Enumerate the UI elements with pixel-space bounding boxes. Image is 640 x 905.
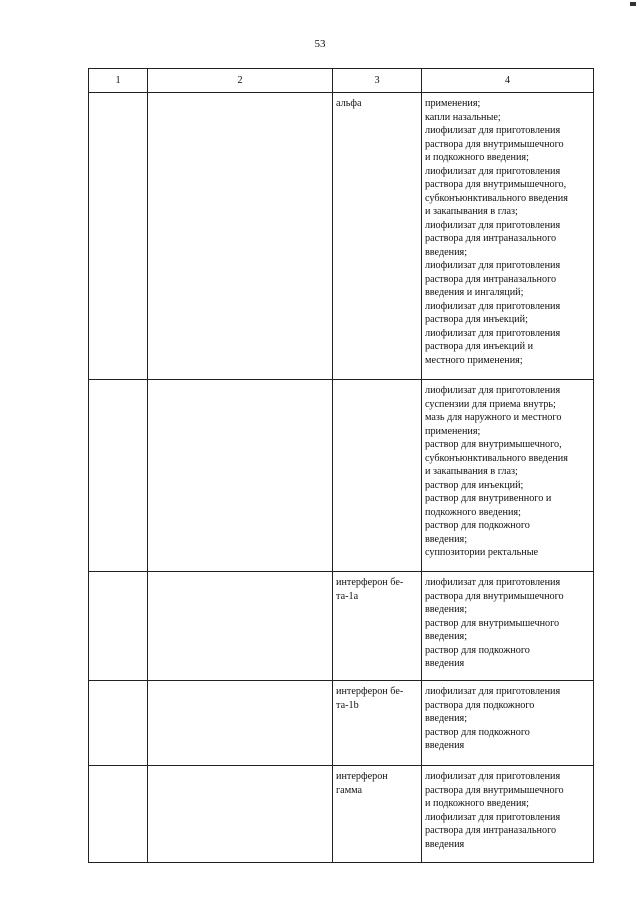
- drug-name-cell: [333, 681, 422, 766]
- dosage-form-line: раствор для подкожного: [425, 644, 530, 656]
- drug-name-cell: [333, 766, 422, 863]
- dosage-form-line: введения;: [425, 246, 468, 258]
- header-row: [89, 69, 594, 93]
- dosage-form-line: субконъюнктивального введения: [425, 192, 568, 204]
- dosage-form-line: лиофилизат для приготовления: [425, 811, 561, 823]
- dosage-form-line: лиофилизат для приготовления: [425, 125, 561, 136]
- dosage-form-line: раствора для интраназального: [425, 825, 557, 836]
- dosage-form-line: раствор для подкожного: [425, 726, 530, 738]
- cell-col-2: [148, 93, 333, 380]
- dosage-forms-cell: [422, 380, 594, 572]
- dosage-form-line: местного применения;: [425, 354, 523, 366]
- dosage-form-line: и подкожного введения;: [425, 798, 529, 809]
- table-row: [89, 380, 594, 572]
- drug-name-cell: [333, 380, 422, 572]
- dosage-form-line: раствора для инъекций и: [425, 341, 534, 352]
- header-col-4: 4: [422, 69, 594, 93]
- dosage-form-line: введения;: [425, 713, 468, 724]
- drug-name-line: альфа: [336, 98, 362, 109]
- dosage-form-line: мазь для наружного и местного: [425, 412, 562, 423]
- dosage-form-line: раствора для внутримышечного: [425, 138, 564, 150]
- dosage-form-line: и закапывания в глаз;: [425, 466, 518, 477]
- dosage-form-line: введения: [425, 658, 465, 669]
- header-col-1: 1: [89, 69, 148, 93]
- dosage-form-line: подкожного введения;: [425, 506, 521, 518]
- dosage-form-line: раствор для подкожного: [425, 520, 530, 531]
- dosage-form-line: раствора для инъекций;: [425, 314, 528, 325]
- dosage-form-line: лиофилизат для приготовления: [425, 686, 561, 697]
- drug-name-line: интерферон: [336, 771, 388, 782]
- dosage-form-line: лиофилизат для приготовления: [425, 165, 561, 177]
- dosage-form-line: раствор для внутримышечного: [425, 617, 560, 629]
- drug-name-line: та-1b: [336, 699, 359, 711]
- dosage-form-line: лиофилизат для приготовления: [425, 771, 561, 782]
- drug-name-line: интерферон бе-: [336, 686, 404, 697]
- table-row: [89, 766, 594, 863]
- drug-name-line: та-1a: [336, 590, 359, 602]
- dosage-form-line: введения и ингаляций;: [425, 287, 524, 298]
- dosage-form-line: раствора для внутримышечного: [425, 784, 564, 796]
- dosage-form-line: лиофилизат для приготовления: [425, 385, 561, 396]
- dosage-forms-cell: [422, 681, 594, 766]
- dosage-form-line: введения;: [425, 533, 468, 545]
- cell-col-1: [89, 572, 148, 681]
- table-row: [89, 681, 594, 766]
- dosage-form-line: применения;: [425, 98, 481, 109]
- header-col-3: 3: [333, 69, 422, 93]
- dosage-forms-cell: [422, 572, 594, 681]
- dosage-form-line: и подкожного введения;: [425, 152, 529, 163]
- drug-name-cell: [333, 572, 422, 681]
- dosage-form-line: лиофилизат для приготовления: [425, 327, 561, 339]
- dosage-form-line: раствора для интраназального: [425, 233, 557, 244]
- dosage-form-line: субконъюнктивального введения: [425, 452, 568, 464]
- dosage-form-line: введения;: [425, 631, 468, 642]
- dosage-form-line: применения;: [425, 425, 481, 437]
- dosage-form-line: раствор для внутривенного и: [425, 493, 552, 504]
- dosage-forms-cell: [422, 93, 594, 380]
- dosage-form-line: суппозитории ректальные: [425, 547, 539, 558]
- dosage-form-line: введения: [425, 838, 465, 850]
- dosage-form-line: раствора для подкожного: [425, 699, 535, 711]
- dosage-form-line: введения;: [425, 604, 468, 615]
- dosage-form-line: введения: [425, 740, 465, 751]
- dosage-forms-cell: [422, 766, 594, 863]
- drug-name-line: гамма: [336, 784, 363, 796]
- cell-col-2: [148, 766, 333, 863]
- dosage-form-line: лиофилизат для приготовления: [425, 260, 561, 271]
- dosage-form-line: раствор для внутримышечного,: [425, 439, 562, 450]
- cell-col-1: [89, 766, 148, 863]
- dosage-form-line: лиофилизат для приготовления: [425, 577, 561, 588]
- dosage-form-line: лиофилизат для приготовления: [425, 219, 561, 231]
- cell-col-1: [89, 681, 148, 766]
- dosage-form-line: лиофилизат для приготовления: [425, 300, 561, 312]
- dosage-form-line: раствора для внутримышечного: [425, 590, 564, 602]
- dosage-form-line: раствор для инъекций;: [425, 479, 524, 491]
- dosage-form-line: раствора для внутримышечного,: [425, 179, 567, 190]
- cell-col-1: [89, 93, 148, 380]
- table-row: [89, 572, 594, 681]
- dosage-form-line: суспензии для приема внутрь;: [425, 398, 556, 410]
- drug-name-line: интерферон бе-: [336, 577, 404, 588]
- header-col-2: 2: [148, 69, 333, 93]
- table-row: [89, 93, 594, 380]
- drug-table: [88, 68, 594, 863]
- dosage-form-line: капли назальные;: [425, 111, 501, 123]
- dosage-form-line: и закапывания в глаз;: [425, 206, 518, 217]
- cell-col-1: [89, 380, 148, 572]
- dosage-form-line: раствора для интраназального: [425, 273, 557, 285]
- page-number: 53: [314, 38, 326, 50]
- drug-name-cell: [333, 93, 422, 380]
- scan-mark: [630, 2, 636, 6]
- cell-col-2: [148, 681, 333, 766]
- cell-col-2: [148, 380, 333, 572]
- cell-col-2: [148, 572, 333, 681]
